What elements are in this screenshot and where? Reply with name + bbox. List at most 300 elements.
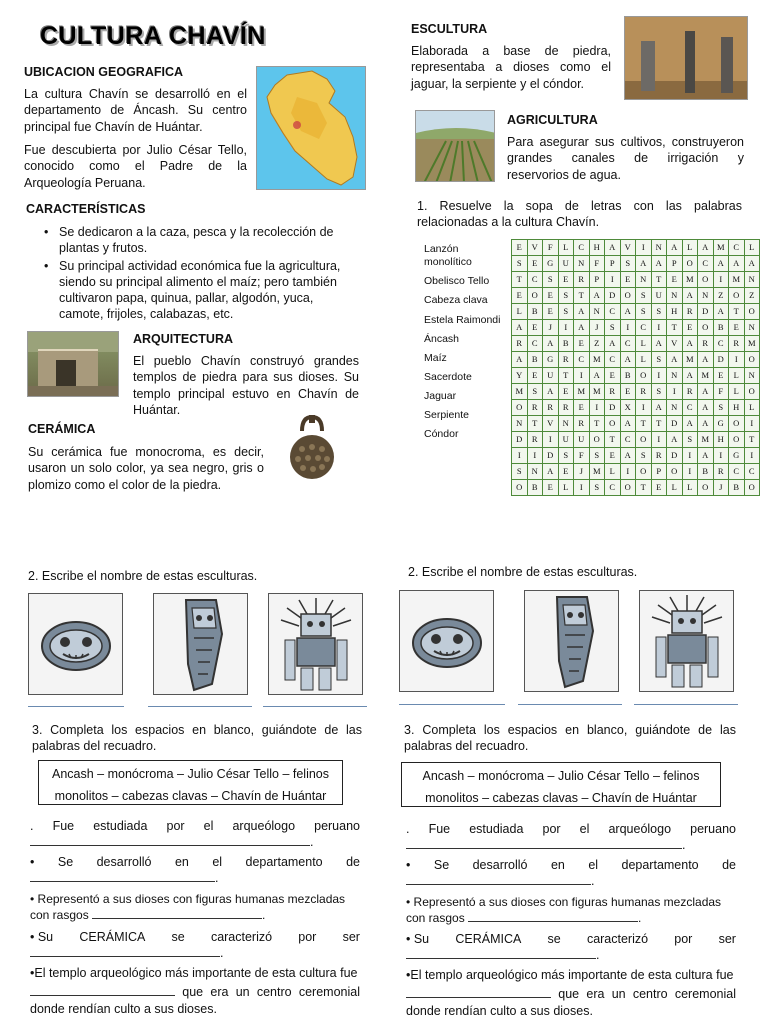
grid-cell[interactable]: N	[558, 416, 574, 432]
grid-cell[interactable]: A	[574, 320, 590, 336]
answer-blank[interactable]	[468, 921, 638, 922]
answer-line[interactable]	[518, 704, 622, 705]
question-text: Se desarrolló en el departamento de	[433, 858, 736, 872]
grid-cell[interactable]: I	[558, 320, 574, 336]
grid-cell[interactable]: Z	[589, 336, 605, 352]
grid-cell[interactable]: T	[636, 480, 652, 496]
answer-blank[interactable]	[30, 881, 215, 882]
grid-cell[interactable]: E	[527, 368, 543, 384]
grid-cell[interactable]: N	[667, 400, 683, 416]
grid-cell[interactable]: O	[620, 480, 636, 496]
grid-cell[interactable]: V	[667, 336, 683, 352]
grid-cell[interactable]: A	[713, 304, 729, 320]
grid-cell[interactable]: C	[729, 240, 745, 256]
grid-cell[interactable]: A	[744, 256, 760, 272]
grid-cell[interactable]: N	[527, 464, 543, 480]
exercise-1-instructions: 1. Resuelve la sopa de letras con las palabras relacionadas a la cultura Chavín.	[417, 199, 742, 230]
grid-cell[interactable]: G	[543, 352, 559, 368]
grid-cell[interactable]: R	[713, 464, 729, 480]
grid-cell[interactable]: D	[667, 416, 683, 432]
grid-cell[interactable]: J	[543, 320, 559, 336]
grid-cell[interactable]: B	[729, 480, 745, 496]
grid-cell[interactable]: E	[558, 464, 574, 480]
sculpture-estela-image	[639, 590, 734, 692]
grid-cell[interactable]: I	[636, 400, 652, 416]
grid-cell[interactable]: I	[574, 480, 590, 496]
grid-cell[interactable]: L	[558, 240, 574, 256]
grid-cell[interactable]: H	[713, 432, 729, 448]
answer-line[interactable]	[28, 706, 124, 707]
grid-cell[interactable]: A	[589, 288, 605, 304]
grid-row	[512, 336, 760, 352]
grid-cell[interactable]: M	[589, 352, 605, 368]
grid-cell[interactable]: E	[605, 368, 621, 384]
grid-cell[interactable]: E	[651, 480, 667, 496]
grid-cell[interactable]: I	[744, 448, 760, 464]
grid-cell[interactable]: D	[698, 304, 714, 320]
grid-cell[interactable]: A	[620, 304, 636, 320]
grid-cell[interactable]: D	[605, 400, 621, 416]
grid-cell[interactable]: I	[620, 464, 636, 480]
grid-cell[interactable]: O	[636, 464, 652, 480]
answer-blank[interactable]	[30, 845, 310, 846]
grid-cell[interactable]: R	[574, 272, 590, 288]
grid-cell[interactable]: A	[667, 432, 683, 448]
grid-cell[interactable]: X	[620, 400, 636, 416]
grid-cell[interactable]: T	[589, 416, 605, 432]
grid-cell[interactable]: C	[605, 352, 621, 368]
grid-cell[interactable]: O	[698, 272, 714, 288]
grid-cell[interactable]: G	[729, 448, 745, 464]
grid-cell[interactable]: I	[605, 272, 621, 288]
grid-cell[interactable]: D	[713, 352, 729, 368]
grid-cell[interactable]: L	[682, 240, 698, 256]
sculpture-head-image	[28, 593, 123, 695]
grid-cell[interactable]: T	[729, 304, 745, 320]
grid-cell[interactable]: E	[574, 336, 590, 352]
grid-cell[interactable]: E	[729, 320, 745, 336]
grid-cell[interactable]: T	[527, 416, 543, 432]
grid-cell[interactable]: M	[589, 464, 605, 480]
grid-cell[interactable]: G	[543, 256, 559, 272]
grid-cell[interactable]: L	[558, 480, 574, 496]
word-list-item: Maíz	[424, 351, 447, 364]
grid-cell[interactable]: L	[636, 352, 652, 368]
escultura-heading: ESCULTURA	[411, 22, 488, 36]
grid-cell[interactable]: E	[527, 320, 543, 336]
grid-cell[interactable]: I	[527, 448, 543, 464]
grid-cell[interactable]: A	[512, 352, 528, 368]
answer-blank[interactable]	[30, 995, 175, 996]
grid-cell[interactable]: C	[605, 480, 621, 496]
grid-cell[interactable]: I	[729, 352, 745, 368]
grid-cell[interactable]: E	[574, 400, 590, 416]
grid-cell[interactable]: M	[682, 352, 698, 368]
grid-row	[512, 240, 760, 256]
grid-cell[interactable]: E	[620, 272, 636, 288]
grid-cell[interactable]: I	[543, 432, 559, 448]
grid-cell[interactable]: O	[605, 416, 621, 432]
grid-cell[interactable]: T	[512, 272, 528, 288]
grid-cell[interactable]: B	[527, 480, 543, 496]
grid-cell[interactable]: R	[512, 336, 528, 352]
answer-blank[interactable]	[92, 918, 262, 919]
grid-cell[interactable]: B	[713, 320, 729, 336]
grid-cell[interactable]: C	[713, 336, 729, 352]
grid-cell[interactable]: C	[620, 432, 636, 448]
answer-line[interactable]	[399, 704, 505, 705]
grid-cell[interactable]: F	[713, 384, 729, 400]
grid-cell[interactable]: A	[698, 416, 714, 432]
grid-cell[interactable]: J	[589, 320, 605, 336]
grid-cell[interactable]: T	[651, 272, 667, 288]
grid-cell[interactable]: B	[527, 352, 543, 368]
grid-cell[interactable]: M	[729, 272, 745, 288]
grid-cell[interactable]: O	[682, 256, 698, 272]
grid-cell[interactable]: M	[574, 384, 590, 400]
grid-cell[interactable]: A	[589, 368, 605, 384]
grid-cell[interactable]: I	[620, 320, 636, 336]
grid-cell[interactable]: R	[651, 448, 667, 464]
answer-blank[interactable]	[406, 958, 596, 959]
grid-cell[interactable]: E	[512, 288, 528, 304]
grid-cell[interactable]: T	[574, 288, 590, 304]
grid-cell[interactable]: N	[636, 272, 652, 288]
grid-cell[interactable]: S	[651, 352, 667, 368]
grid-cell[interactable]: R	[682, 384, 698, 400]
grid-cell[interactable]: C	[744, 464, 760, 480]
grid-cell[interactable]: J	[713, 480, 729, 496]
grid-cell[interactable]: I	[636, 240, 652, 256]
grid-cell[interactable]: A	[620, 416, 636, 432]
agricultura-heading: AGRICULTURA	[507, 113, 598, 127]
grid-cell[interactable]: A	[698, 448, 714, 464]
grid-cell[interactable]: T	[651, 416, 667, 432]
question-text: CERÁMICA	[455, 932, 522, 946]
grid-cell[interactable]: C	[574, 240, 590, 256]
grid-cell[interactable]: I	[512, 448, 528, 464]
grid-cell[interactable]: N	[744, 320, 760, 336]
grid-cell[interactable]: I	[682, 464, 698, 480]
question-text: Fue estudiada por el arqueólogo peruano	[52, 819, 360, 833]
grid-cell[interactable]: G	[713, 416, 729, 432]
grid-cell[interactable]: C	[729, 464, 745, 480]
grid-cell[interactable]: A	[682, 336, 698, 352]
grid-cell[interactable]: S	[651, 304, 667, 320]
grid-cell[interactable]: S	[620, 256, 636, 272]
grid-cell[interactable]: I	[713, 448, 729, 464]
grid-cell[interactable]: L	[729, 368, 745, 384]
grid-cell[interactable]: O	[512, 400, 528, 416]
grid-cell[interactable]: D	[543, 448, 559, 464]
grid-cell[interactable]: A	[605, 240, 621, 256]
question-5	[406, 967, 736, 1019]
grid-cell[interactable]: A	[698, 400, 714, 416]
grid-cell[interactable]: I	[589, 400, 605, 416]
grid-cell[interactable]: O	[744, 352, 760, 368]
grid-cell[interactable]: M	[698, 432, 714, 448]
grid-cell[interactable]: R	[558, 400, 574, 416]
grid-cell[interactable]: S	[512, 256, 528, 272]
grid-cell[interactable]: S	[558, 288, 574, 304]
grid-cell[interactable]: A	[636, 256, 652, 272]
grid-cell[interactable]: H	[589, 240, 605, 256]
grid-cell[interactable]: R	[605, 384, 621, 400]
grid-cell[interactable]: I	[651, 368, 667, 384]
grid-cell[interactable]: R	[636, 384, 652, 400]
grid-cell[interactable]: U	[558, 256, 574, 272]
grid-cell[interactable]: T	[667, 320, 683, 336]
answer-line[interactable]	[263, 706, 367, 707]
answer-blank[interactable]	[406, 848, 682, 849]
grid-cell[interactable]: V	[620, 240, 636, 256]
grid-cell[interactable]: C	[527, 336, 543, 352]
grid-cell[interactable]: L	[682, 480, 698, 496]
grid-cell[interactable]: N	[589, 304, 605, 320]
grid-cell[interactable]: M	[713, 240, 729, 256]
grid-cell[interactable]: S	[527, 384, 543, 400]
grid-cell[interactable]: E	[543, 480, 559, 496]
grid-cell[interactable]: U	[558, 432, 574, 448]
sculpture-head-image	[399, 590, 494, 692]
grid-cell[interactable]: A	[682, 416, 698, 432]
grid-cell[interactable]: O	[729, 432, 745, 448]
grid-cell[interactable]: C	[698, 256, 714, 272]
grid-cell[interactable]: A	[620, 448, 636, 464]
grid-cell[interactable]: B	[620, 368, 636, 384]
grid-cell[interactable]: A	[651, 256, 667, 272]
grid-cell[interactable]: E	[605, 448, 621, 464]
grid-cell[interactable]: N	[744, 272, 760, 288]
grid-cell[interactable]: N	[744, 368, 760, 384]
grid-cell[interactable]: A	[620, 352, 636, 368]
answer-line[interactable]	[634, 704, 738, 705]
answer-blank[interactable]	[30, 956, 220, 957]
grid-cell[interactable]: A	[698, 352, 714, 368]
grid-cell[interactable]: L	[744, 240, 760, 256]
grid-cell[interactable]: A	[682, 368, 698, 384]
grid-row	[512, 368, 760, 384]
grid-cell[interactable]: D	[667, 448, 683, 464]
grid-cell[interactable]: A	[543, 336, 559, 352]
question-text: • Representó a sus dioses con figuras humanas mezcladas con rasgos	[30, 892, 346, 922]
grid-cell[interactable]: U	[574, 432, 590, 448]
answer-blank[interactable]	[406, 997, 551, 998]
grid-cell[interactable]: V	[543, 416, 559, 432]
grid-cell[interactable]: A	[667, 240, 683, 256]
grid-cell[interactable]: U	[651, 288, 667, 304]
grid-cell[interactable]: S	[651, 384, 667, 400]
grid-cell[interactable]: S	[636, 288, 652, 304]
grid-cell[interactable]: C	[605, 304, 621, 320]
grid-cell[interactable]: E	[543, 304, 559, 320]
grid-cell[interactable]: S	[558, 304, 574, 320]
answer-blank[interactable]	[406, 884, 591, 885]
grid-row	[512, 352, 760, 368]
grid-cell[interactable]: A	[605, 336, 621, 352]
grid-cell[interactable]: F	[543, 240, 559, 256]
grid-cell[interactable]: O	[512, 480, 528, 496]
grid-cell[interactable]: T	[636, 416, 652, 432]
grid-cell[interactable]: D	[605, 288, 621, 304]
grid-cell[interactable]: A	[543, 464, 559, 480]
grid-cell[interactable]: L	[512, 304, 528, 320]
grid-cell[interactable]: D	[512, 432, 528, 448]
question-text: •El templo arqueológico más importante de esta cultura fue	[30, 966, 358, 980]
grid-cell[interactable]: B	[698, 464, 714, 480]
grid-cell[interactable]: E	[620, 384, 636, 400]
word-bank-line: Ancash – monócroma – Julio César Tello – felinos	[422, 769, 700, 783]
grid-cell[interactable]: L	[729, 384, 745, 400]
grid-cell[interactable]: P	[589, 272, 605, 288]
grid-cell[interactable]: R	[574, 416, 590, 432]
grid-cell[interactable]: T	[605, 432, 621, 448]
grid-cell[interactable]: R	[698, 336, 714, 352]
grid-cell[interactable]: J	[574, 464, 590, 480]
grid-cell[interactable]: A	[651, 336, 667, 352]
grid-cell[interactable]: A	[729, 256, 745, 272]
grid-cell[interactable]: M	[512, 384, 528, 400]
grid-row	[512, 480, 760, 496]
grid-cell[interactable]: U	[543, 368, 559, 384]
grid-cell[interactable]: S	[682, 432, 698, 448]
grid-cell[interactable]: C	[527, 272, 543, 288]
grid-cell[interactable]: L	[744, 400, 760, 416]
grid-cell[interactable]: I	[667, 384, 683, 400]
grid-cell[interactable]: E	[667, 272, 683, 288]
grid-cell[interactable]: I	[574, 368, 590, 384]
grid-cell[interactable]: E	[543, 288, 559, 304]
grid-cell[interactable]: O	[667, 464, 683, 480]
grid-cell[interactable]: A	[682, 288, 698, 304]
grid-cell[interactable]: L	[636, 336, 652, 352]
grid-cell[interactable]: M	[744, 336, 760, 352]
grid-cell[interactable]: C	[682, 400, 698, 416]
grid-cell[interactable]: I	[651, 432, 667, 448]
word-list-item: Cóndor	[424, 428, 459, 441]
grid-cell[interactable]: I	[651, 320, 667, 336]
word-search-grid	[511, 239, 760, 496]
grid-cell[interactable]: O	[527, 288, 543, 304]
grid-cell[interactable]: O	[729, 288, 745, 304]
grid-cell[interactable]: E	[558, 272, 574, 288]
grid-cell[interactable]: S	[636, 304, 652, 320]
grid-cell[interactable]: I	[682, 448, 698, 464]
grid-cell[interactable]: V	[527, 240, 543, 256]
grid-cell[interactable]: E	[713, 368, 729, 384]
grid-cell[interactable]: E	[527, 256, 543, 272]
grid-cell[interactable]: F	[589, 256, 605, 272]
grid-cell[interactable]: P	[605, 256, 621, 272]
grid-cell[interactable]: R	[527, 400, 543, 416]
grid-cell[interactable]: I	[744, 416, 760, 432]
answer-line[interactable]	[148, 706, 252, 707]
grid-cell[interactable]: O	[698, 480, 714, 496]
grid-cell[interactable]: O	[729, 416, 745, 432]
grid-cell[interactable]: B	[558, 336, 574, 352]
grid-cell[interactable]: L	[605, 464, 621, 480]
grid-cell[interactable]: S	[558, 448, 574, 464]
grid-cell[interactable]: F	[574, 448, 590, 464]
escultura-text: Elaborada a base de piedra, representaba a dioses como el jaguar, la serpiente y el cóndor.	[411, 44, 611, 91]
grid-cell[interactable]: Z	[713, 288, 729, 304]
grid-cell[interactable]: A	[698, 384, 714, 400]
grid-cell[interactable]: N	[574, 256, 590, 272]
grid-cell[interactable]: N	[698, 288, 714, 304]
grid-cell[interactable]: R	[527, 432, 543, 448]
grid-cell[interactable]: R	[729, 336, 745, 352]
grid-cell[interactable]: P	[667, 256, 683, 272]
grid-cell[interactable]: O	[698, 320, 714, 336]
grid-cell[interactable]: A	[651, 400, 667, 416]
grid-cell[interactable]: H	[729, 400, 745, 416]
grid-cell[interactable]: O	[744, 480, 760, 496]
grid-cell[interactable]: N	[667, 368, 683, 384]
grid-cell[interactable]: O	[636, 368, 652, 384]
grid-cell[interactable]: A	[667, 352, 683, 368]
grid-cell[interactable]: Z	[744, 288, 760, 304]
grid-cell[interactable]: R	[682, 304, 698, 320]
period: .	[596, 948, 600, 963]
grid-cell[interactable]: S	[589, 480, 605, 496]
grid-cell[interactable]: A	[713, 256, 729, 272]
grid-cell[interactable]: S	[713, 400, 729, 416]
grid-cell[interactable]: R	[558, 352, 574, 368]
grid-cell[interactable]: S	[605, 320, 621, 336]
period: .	[682, 838, 686, 853]
grid-cell[interactable]: Y	[512, 368, 528, 384]
grid-cell[interactable]: T	[744, 432, 760, 448]
grid-cell[interactable]: T	[558, 368, 574, 384]
grid-cell[interactable]: O	[636, 432, 652, 448]
grid-cell[interactable]: A	[698, 240, 714, 256]
grid-cell[interactable]: R	[543, 400, 559, 416]
grid-cell[interactable]: M	[589, 384, 605, 400]
grid-cell[interactable]: C	[620, 336, 636, 352]
grid-cell[interactable]: M	[682, 272, 698, 288]
sculpture-photo	[624, 16, 748, 100]
grid-cell[interactable]: O	[620, 288, 636, 304]
grid-cell[interactable]: A	[543, 384, 559, 400]
grid-cell[interactable]: S	[636, 448, 652, 464]
grid-cell[interactable]: S	[543, 272, 559, 288]
grid-cell[interactable]: O	[744, 304, 760, 320]
grid-cell[interactable]: A	[574, 304, 590, 320]
grid-cell[interactable]: M	[698, 368, 714, 384]
grid-cell[interactable]: I	[713, 272, 729, 288]
grid-cell[interactable]: A	[512, 320, 528, 336]
grid-cell[interactable]: N	[667, 288, 683, 304]
grid-cell[interactable]: P	[651, 464, 667, 480]
grid-row	[512, 416, 760, 432]
grid-cell[interactable]: S	[589, 448, 605, 464]
grid-cell[interactable]: E	[682, 320, 698, 336]
grid-cell[interactable]: E	[512, 240, 528, 256]
grid-cell[interactable]: C	[574, 352, 590, 368]
grid-cell[interactable]: O	[589, 432, 605, 448]
grid-cell[interactable]: E	[558, 384, 574, 400]
grid-cell[interactable]: N	[651, 240, 667, 256]
grid-cell[interactable]: H	[667, 304, 683, 320]
grid-cell[interactable]: S	[512, 464, 528, 480]
grid-cell[interactable]: L	[667, 480, 683, 496]
question-4	[30, 929, 360, 962]
grid-cell[interactable]: C	[636, 320, 652, 336]
grid-cell[interactable]: N	[512, 416, 528, 432]
grid-cell[interactable]: B	[527, 304, 543, 320]
bullet-dot: .	[406, 822, 410, 836]
grid-cell[interactable]: O	[744, 384, 760, 400]
